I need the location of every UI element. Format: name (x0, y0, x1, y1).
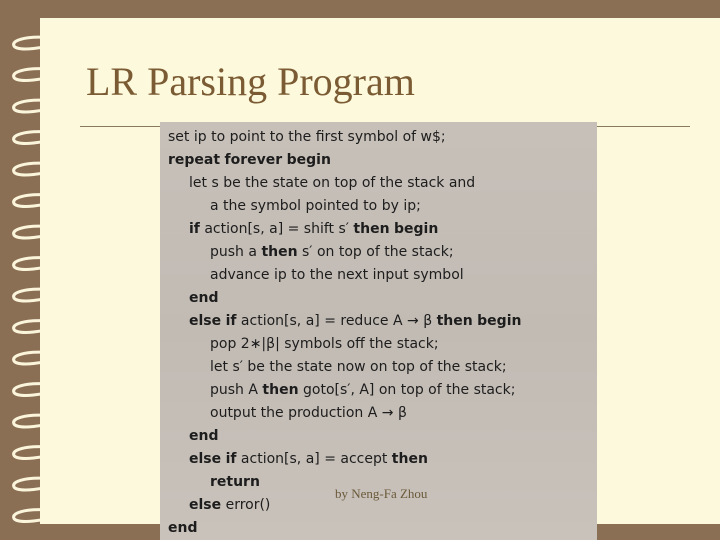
code-line: advance ip to the next input symbol (210, 267, 464, 283)
code-line: push a then s′ on top of the stack; (210, 244, 454, 260)
slide-title: LR Parsing Program (86, 59, 415, 104)
code-line: let s′ be the state now on top of the stack; (210, 359, 507, 375)
code-line: end (189, 290, 219, 306)
code-line: pop 2∗|β| symbols off the stack; (210, 336, 439, 352)
code-line: repeat forever begin (168, 152, 331, 168)
code-line: else if action[s, a] = accept then (189, 451, 428, 467)
code-line: push A then goto[s′, A] on top of the stack; (210, 382, 516, 398)
code-line: return (210, 474, 260, 490)
code-line: a the symbol pointed to by ip; (210, 198, 421, 214)
code-line: output the production A → β (210, 405, 407, 421)
code-line: else error() (189, 497, 271, 513)
code-line: end (168, 520, 198, 536)
code-scan-image (160, 122, 597, 540)
slide-footer: by Neng-Fa Zhou (335, 486, 428, 501)
code-line: else if action[s, a] = reduce A → β then begin (189, 313, 522, 329)
code-line: let s be the state on top of the stack and (189, 175, 476, 191)
code-line: set ip to point to the first symbol of w$; (168, 129, 446, 145)
code-line: if action[s, a] = shift s′ then begin (189, 221, 439, 237)
code-line: end (189, 428, 219, 444)
